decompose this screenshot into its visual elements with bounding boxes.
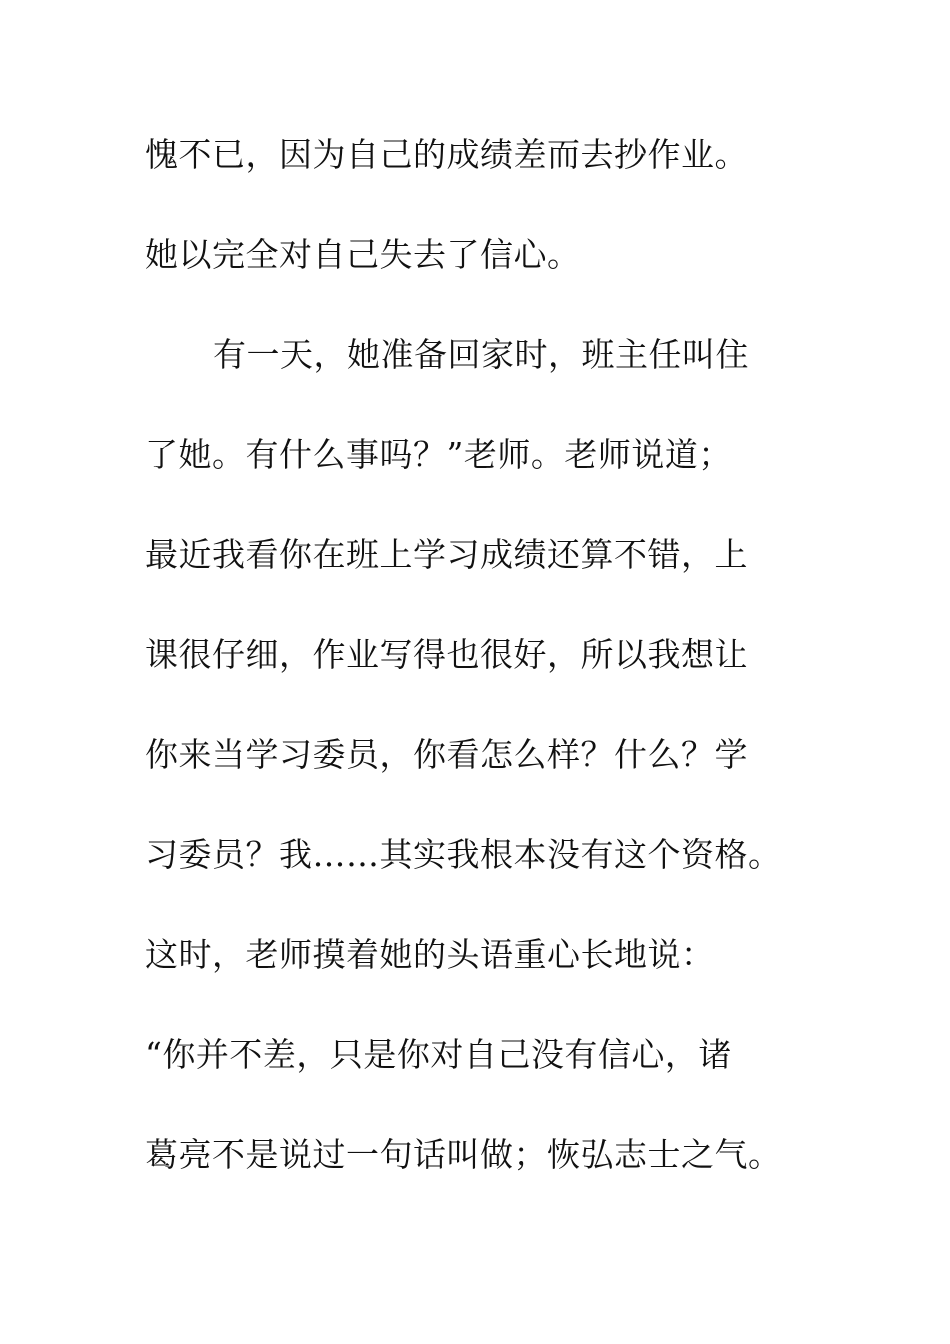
text-line: 最近我看你在班上学习成绩还算不错，上 [145,535,748,574]
text-line: 你来当学习委员，你看怎么样？什么？学 [145,735,748,774]
text-line: 课很仔细，作业写得也很好，所以我想让 [145,635,748,674]
paragraph-start-line: 有一天，她准备回家时，班主任叫住 [213,335,749,374]
text-line: 这时，老师摸着她的头语重心长地说： [145,935,715,974]
text-line: 葛亮不是说过一句话叫做；恢弘志士之气。 [145,1135,782,1174]
text-line: 愧不已，因为自己的成绩差而去抄作业。 [145,135,748,174]
text-line: “你并不差，只是你对自己没有信心，诸 [145,1035,732,1074]
text-line: 习委员？我……其实我根本没有这个资格。 [145,835,782,874]
text-line: 她以完全对自己失去了信心。 [145,235,581,274]
text-line: 了她。有什么事吗？”老师。老师说道； [145,435,732,474]
body-text [145,130,805,1230]
